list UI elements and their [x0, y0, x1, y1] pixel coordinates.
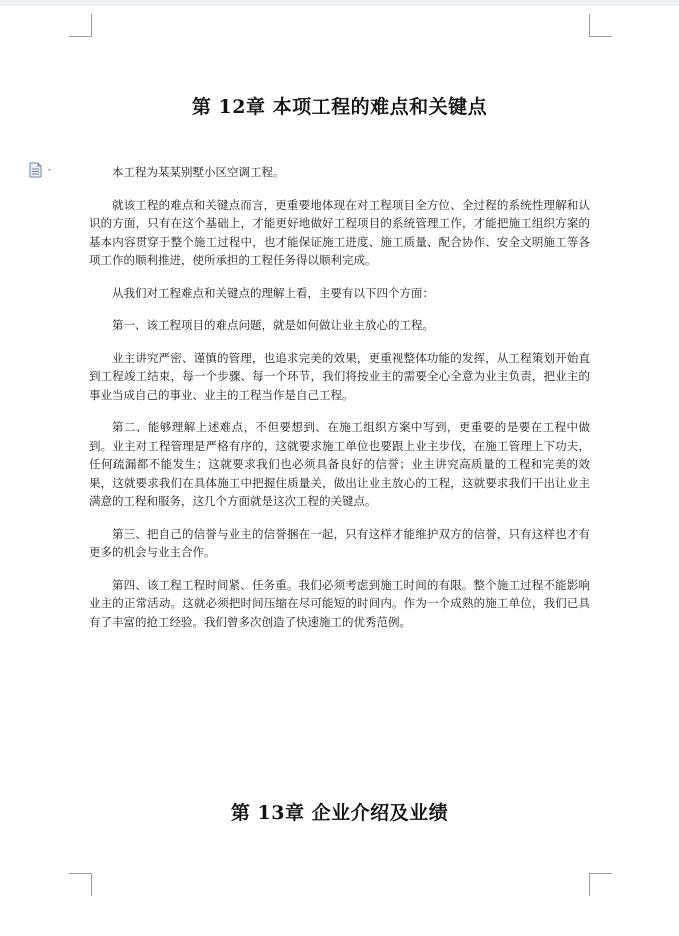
paragraph: 从我们对工程难点和关键点的理解上看，主要有以下四个方面：	[112, 285, 434, 300]
paragraph: 第四、该工程工程时间紧、任务重。我们必须考虑到施工时间的有限。整个施工过程不能影响业主的正常活动。这就必须把时间压缩在尽可能短的时间内。作为一个成熟的施工单位，我们已具有了丰富的抢工经验。我们曾多次创造了快速施工的优秀范例。	[89, 577, 590, 629]
crop-mark-bottom-left	[69, 873, 92, 896]
chevron-down-icon	[48, 169, 51, 171]
chapter-13-title: 第 13章 企业介绍及业绩	[230, 801, 449, 824]
paragraph: 本工程为某某别墅小区空调工程。	[112, 165, 285, 179]
chapter-12-body	[89, 163, 590, 645]
crop-mark-bottom-right	[589, 873, 612, 896]
paragraph-marker[interactable]	[29, 162, 55, 178]
paragraph: 第一、该工程项目的难点问题，就是如何做让业主放心的工程。	[112, 318, 434, 332]
document-icon	[29, 162, 55, 178]
paragraph: 业主讲究严密、谨慎的管理，也追求完美的效果，更重视整体功能的发挥，从工程策划开始直到工程竣工结束，每一个步骤、每一个环节，我们将按业主的需要全心全意为业主负责，把业主的事业当成自己的事业、业主的工程当作是自己工程。	[89, 350, 590, 402]
top-toolbar-strip	[0, 0, 679, 6]
paragraph: 第二、能够理解上述难点，不但要想到、在施工组织方案中写到，更重要的是要在工程中做到。业主对工程管理是严格有序的，这就要求施工单位也要跟上业主步伐，在施工管理上下功夫，任何疏漏都不能发生；这就要求我们也必须具备良好的信誉；业主讲究高质量的工程和完美的效果，这就要求我们在具体施工中把握住质量关，做出让业主放心的工程，这就要求我们干出让业主满意的工程和服务，这几个方面就是这次工程的关键点。	[89, 420, 590, 508]
paragraph: 就该工程的难点和关键点而言，更重要地体现在对工程项目全方位、全过程的系统性理解和认识的方面，只有在这个基础上，才能更好地做好工程项目的系统管理工作，才能把施工组织方案的基本内容贯穿于整个施工过程中，也才能保证施工进度、施工质量、配合协作、安全文明施工等各项工作的顺利推进，使所承担的工程任务得以顺利完成。	[89, 197, 590, 267]
crop-mark-top-right	[589, 14, 612, 37]
chapter-12-title: 第 12章 本项工程的难点和关键点	[191, 95, 488, 118]
crop-mark-top-left	[69, 14, 92, 37]
paragraph: 第三、把自己的信誉与业主的信誉捆在一起，只有这样才能维护双方的信誉，只有这样也才有更多的机会与业主合作。	[89, 526, 590, 559]
